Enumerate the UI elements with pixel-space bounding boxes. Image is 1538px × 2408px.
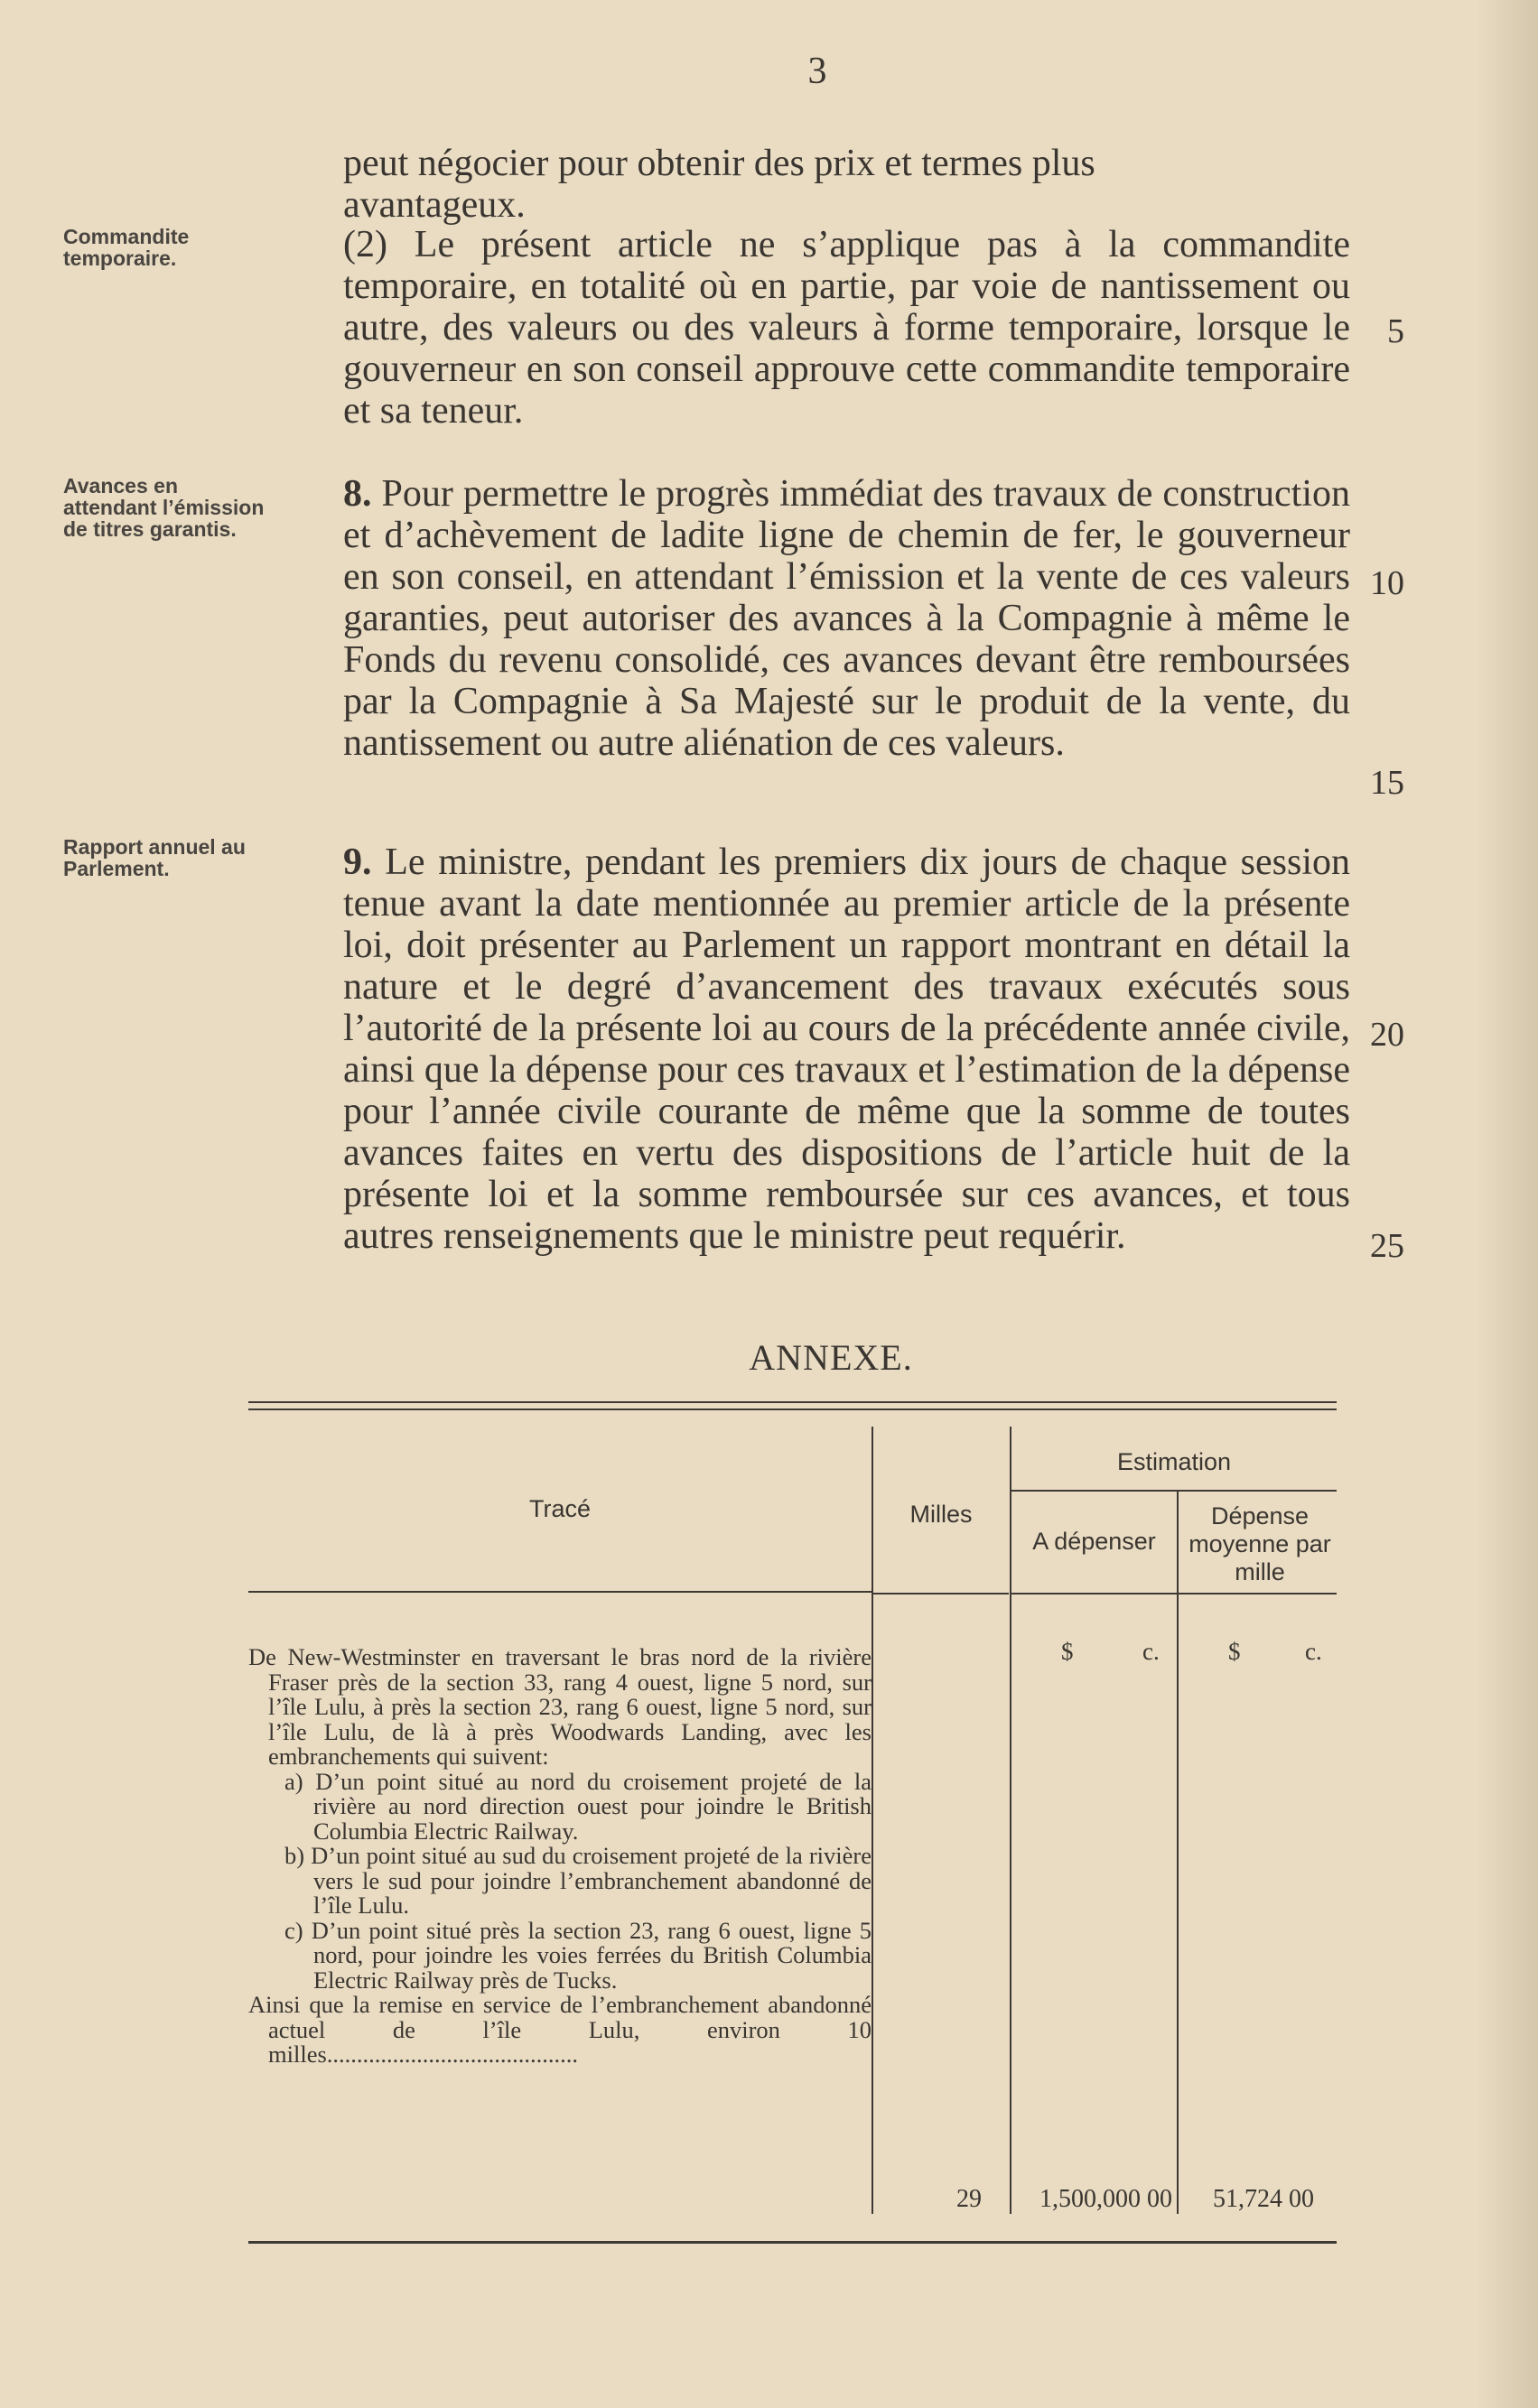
unit-dollar-spend: $	[1061, 1638, 1074, 1665]
header-avg-per-mile: Dépense moyenne par mille	[1188, 1502, 1331, 1585]
margin-note-rapport: Rapport annuel au Parlement.	[63, 835, 246, 880]
section-9-number: 9.	[343, 841, 372, 883]
line-number-25: 25	[1370, 1227, 1404, 1265]
route-intro: De New-Westminster en traversant le bras nord de la rivière Fraser près de la section 33, rang 4 ouest, ligne 5 nord, sur l’île Lulu, à près la section 23, rang 6 ouest, ligne 5 nord, sur l’île Lulu, de là à près Woodwards Landing, avec les embranchements qui suivent:	[248, 1643, 872, 1770]
spend-header-rule	[1011, 1593, 1177, 1594]
line-number-20: 20	[1370, 1016, 1404, 1054]
margin-note-commandite: Commandite temporaire.	[63, 225, 190, 270]
column-divider-spend	[1177, 1492, 1179, 2214]
page-edge-shading	[1475, 0, 1538, 2408]
header-route: Tracé	[528, 1495, 591, 1522]
route-item-c: c) D’un point situé près la section 23, rang 6 ouest, ligne 5 nord, pour joindre les voies ferrées du British Columbia Electric Railway près de Tucks.	[284, 1916, 872, 1994]
annex-table	[248, 1401, 1337, 2259]
section-9-text: Le ministre, pendant les premiers dix jours de chaque session tenue avant la date mentionnée au premier article de la présente loi, doit présenter au Parlement un rapport montrant en détail la nature et le degré d’avancement des travaux exécutés sous l’autorité de la présente loi au cours de la précédente année civile, ainsi que la dépense pour ces travaux et l’estimation de la dépense pour l’année civile courante de même que la somme de toutes avances faites en vertu des dispositions de l’article huit de la présente loi et la somme remboursée sur ces avances, et tous autres renseignements que le ministre peut requérir.	[343, 841, 1351, 1257]
column-divider-route	[872, 1427, 873, 2214]
route-closing: Ainsi que la remise en service de l’embranchement abandonné actuel de l’île Lulu, environ 10 milles..........................................	[248, 1991, 872, 2068]
value-miles: 29	[956, 2185, 982, 2213]
continuation-paragraph	[343, 143, 1350, 226]
section-8-paragraph	[262, 473, 1350, 764]
table-top-rule	[248, 1401, 1337, 1403]
section-9-paragraph	[262, 841, 1350, 1257]
continuation-line-1: peut négocier pour obtenir des prix et termes plus	[343, 143, 1095, 184]
table-top-rule-2	[248, 1409, 1337, 1410]
header-to-spend: A dépenser	[1032, 1528, 1156, 1555]
annex-title: ANNEXE.	[749, 1337, 913, 1378]
continuation-line-2: avantageux.	[343, 184, 526, 226]
header-miles: Milles	[909, 1501, 973, 1528]
unit-dollar-avg: $	[1228, 1638, 1241, 1665]
section-8-number: 8.	[343, 473, 372, 515]
route-description	[248, 1645, 872, 2068]
avg-header-rule	[1179, 1593, 1337, 1594]
table-bottom-rule	[248, 2241, 1337, 2244]
section-7-2-text: (2) Le présent article ne s’applique pas à la commandite temporaire, en totalité où en partie, par voie de nantissement ou autre, des valeurs ou des valeurs à forme temporaire, lorsque le gouverneur en son conseil approuve cette commandite temporaire et sa teneur.	[343, 224, 1350, 432]
section-8-text: Pour permettre le progrès immédiat des travaux de construction et d’achèvement de ladite ligne de chemin de fer, le gouverneur en son conseil, en attendant l’émission et la vente de ces valeurs garanties, peut autoriser des avances à la Compagnie à même le Fonds du revenu consolidé, ces avances devant être remboursées par la Compagnie à Sa Majesté sur le produit de la vente, du nantissement ou autre aliénation de ces valeurs.	[343, 473, 1351, 764]
miles-header-rule	[873, 1593, 1009, 1594]
unit-cents-spend: c.	[1142, 1638, 1160, 1665]
route-header-rule	[248, 1591, 872, 1593]
route-item-a: a) D’un point situé au nord du croisement projeté de la rivière au nord direction ouest pour joindre le British Columbia Electric Railway.	[284, 1767, 872, 1845]
header-estimation: Estimation	[1116, 1448, 1232, 1475]
page-number: 3	[807, 51, 827, 92]
line-number-5: 5	[1387, 312, 1404, 350]
value-to-spend: 1,500,000 00	[1039, 2185, 1172, 2213]
margin-note-avances: Avances en attendant l’émission de titres garantis.	[63, 474, 265, 541]
unit-cents-avg: c.	[1305, 1638, 1322, 1665]
route-item-b: b) D’un point situé au sud du croisement projeté de la rivière vers le sud pour joindre l’embranchement abandonné de l’île Lulu.	[284, 1842, 872, 1919]
value-avg-per-mile: 51,724 00	[1213, 2185, 1314, 2213]
line-number-10: 10	[1370, 564, 1404, 602]
estimation-rule	[1011, 1490, 1337, 1492]
line-number-15: 15	[1370, 764, 1404, 802]
section-7-2-paragraph	[262, 224, 1350, 432]
